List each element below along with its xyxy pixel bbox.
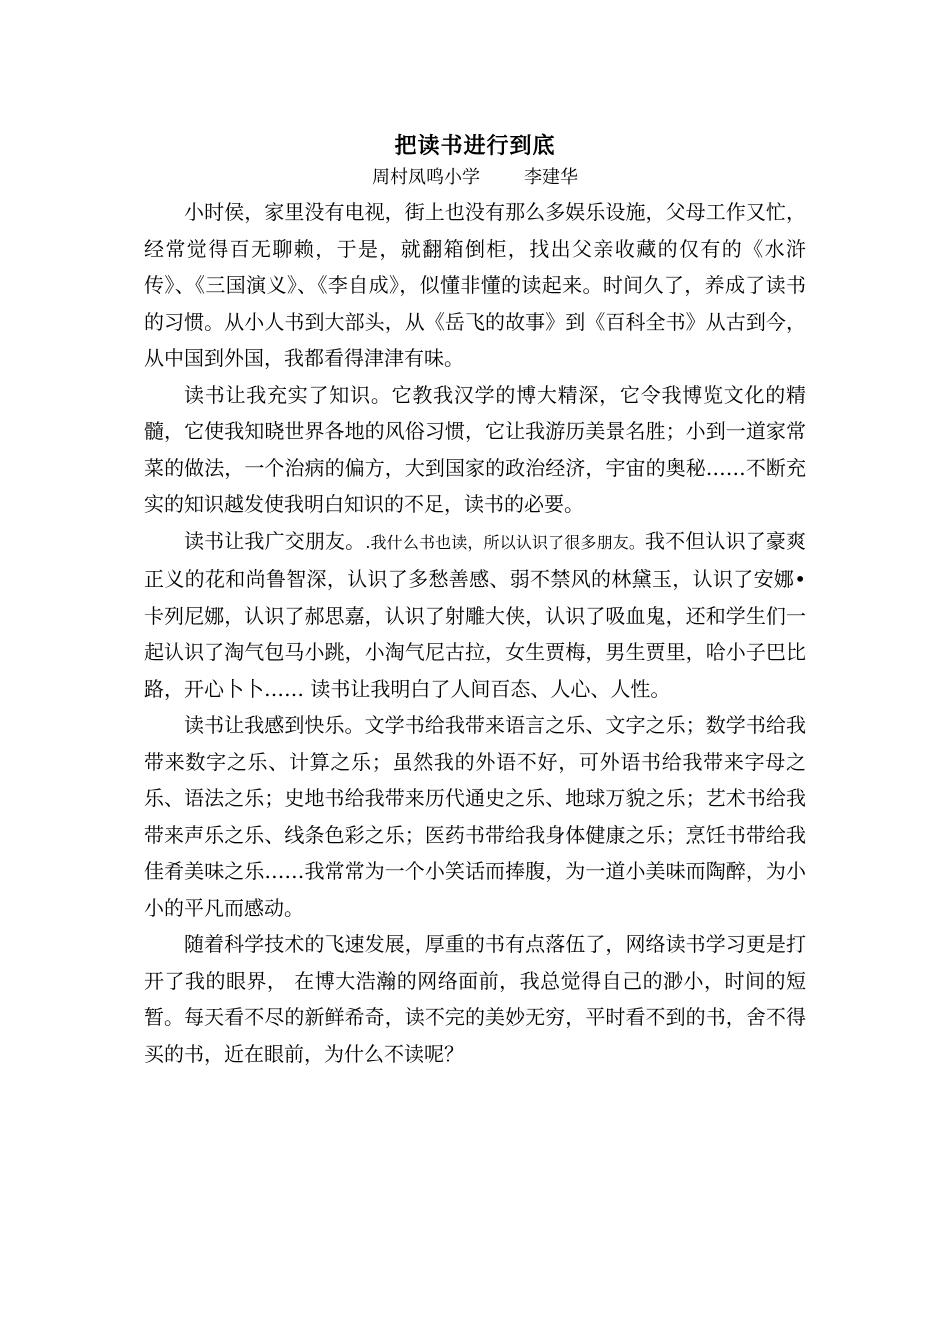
paragraph-friends-start: 读书让我广交朋友。 [184, 528, 366, 553]
paragraph-friends-small: .我什么书也读，所以认识了很多朋友。 [365, 532, 645, 552]
paragraph-friends [144, 523, 806, 708]
document-title: 把读书进行到底 [394, 133, 556, 159]
school-name: 周村凤鸣小学 [372, 167, 480, 188]
paragraph-knowledge: 读书让我充实了知识。它教我汉学的博大精深，它令我博览文化的精髓，它使我知晓世界各地的风俗习惯，它让我游历美景名胜；小到一道家常菜的做法，一个治病的偏方，大到国家的政治经济，宇宙的奥秘……不断充实的知识越发使我明白知识的不足，读书的必要。 [144, 382, 806, 516]
paragraph-friends-rest: 我不但认识了豪爽正义的花和尚鲁智深，认识了多愁善感、弱不禁风的林黛玉，认识了安娜•卡列尼娜，认识了郝思嘉，认识了射雕大侠，认识了吸血鬼，还和学生们一起认识了淘气包马小跳，小淘气尼古拉，女生贾梅，男生贾里，哈小子巴比路，开心卜卜…… 读书让我明白了人间百态、人心、人性。 [144, 528, 807, 701]
paragraph-joy: 读书让我感到快乐。文学书给我带来语言之乐、文字之乐；数学书给我带来数字之乐、计算之乐；虽然我的外语不好，可外语书给我带来字母之乐、语法之乐；史地书给我带来历代通史之乐、地球万貌之乐；艺术书给我带来声乐之乐、线条色彩之乐；医药书带给我身体健康之乐；烹饪书带给我佳肴美味之乐……我常常为一个小笑话而捧腹，为一道小美味而陶醉，为小小的平凡而感动。 [144, 713, 806, 920]
paragraph-childhood: 小时侯，家里没有电视，街上也没有那么多娱乐设施，父母工作又忙，经常觉得百无聊赖，于是，就翻箱倒柜，找出父亲收藏的仅有的《水浒传》、《三国演义》、《李自成》，似懂非懂的读起来。时间久了，养成了读书的习惯。从小人书到大部头，从《岳飞的故事》到《百科全书》从古到今，从中国到外国，我都看得津津有味。 [144, 200, 806, 370]
paragraph-internet: 随着科学技术的飞速发展，厚重的书有点落伍了，网络读书学习更是打开了我的眼界， 在博大浩瀚的网络面前，我总觉得自己的渺小，时间的短暂。每天看不尽的新鲜希奇，读不完的美妙无穷，平时看不到的书，舍不得买的书，近在眼前，为什么不读呢？ [144, 932, 806, 1066]
author-name: 李建华 [524, 167, 578, 188]
document-page [144, 130, 806, 1072]
byline [144, 166, 806, 194]
